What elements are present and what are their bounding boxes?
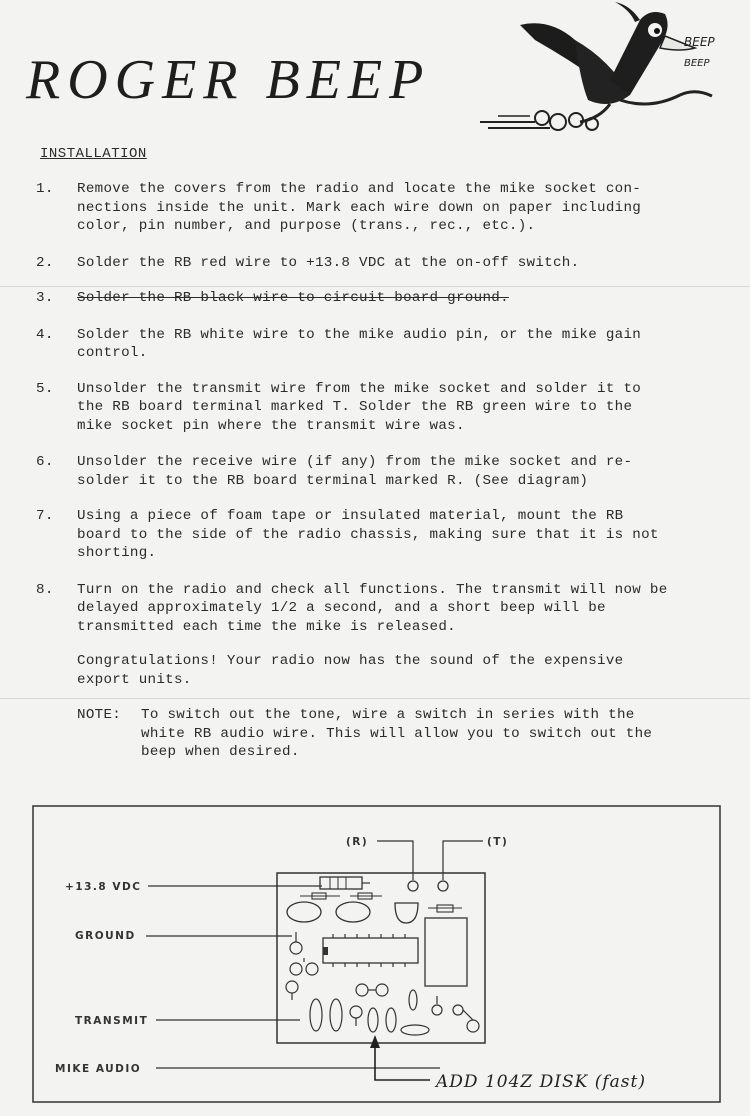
note-label: NOTE: bbox=[77, 707, 122, 723]
step-6 bbox=[36, 453, 676, 490]
congratulations-text: Congratulations! Your radio now has the sound of the expensive export units. bbox=[77, 653, 624, 688]
terminal-t bbox=[438, 881, 448, 891]
ic-chip bbox=[323, 938, 418, 963]
step-2 bbox=[36, 254, 676, 273]
terminal-r bbox=[408, 881, 418, 891]
terminal-t-label: (T) bbox=[487, 836, 509, 848]
step-text: Solder the RB black wire to circuit board ground. bbox=[77, 290, 509, 306]
step-number: 4. bbox=[36, 326, 54, 343]
note-block bbox=[77, 706, 677, 762]
step-number: 5. bbox=[36, 380, 54, 397]
beep-text-1: BEEP bbox=[684, 35, 715, 49]
step-number: 3. bbox=[36, 290, 54, 306]
handwritten-note: ADD 104Z DISK (fast) bbox=[436, 1072, 646, 1092]
step-number: 1. bbox=[36, 181, 54, 197]
step-3 bbox=[36, 289, 676, 308]
step-text: Turn on the radio and check all functions. The transmit will now be delayed approximately 1/2 a second, and a short beep will be transmitted each time the mike is released. bbox=[77, 581, 668, 635]
r-leader bbox=[377, 841, 413, 880]
note-text: To switch out the tone, wire a switch in series with the white RB audio wire. This will allow you to switch out the beep when desired. bbox=[141, 707, 653, 760]
roadrunner-logo bbox=[480, 0, 725, 140]
step-number: 7. bbox=[36, 508, 54, 524]
step-text: Solder the RB white wire to the mike audio pin, or the mike gain control. bbox=[77, 326, 642, 361]
installation-steps bbox=[36, 180, 676, 636]
ground-label: GROUND bbox=[75, 930, 136, 942]
mike-audio-label: MIKE AUDIO bbox=[55, 1063, 142, 1075]
diagram-frame bbox=[33, 806, 720, 1102]
step-text: Solder the RB red wire to +13.8 VDC at the on-off switch. bbox=[77, 254, 580, 271]
step-1 bbox=[36, 180, 676, 236]
step-number: 8. bbox=[36, 581, 54, 598]
step-text: Unsolder the receive wire (if any) from the mike socket and re-solder it to the RB board terminal marked R. (See diagram) bbox=[77, 454, 633, 489]
relay bbox=[425, 918, 467, 986]
step-4 bbox=[36, 326, 676, 363]
resistor bbox=[320, 877, 362, 889]
t-leader bbox=[443, 841, 483, 880]
document-title: ROGER BEEP bbox=[26, 49, 431, 111]
step-number: 6. bbox=[36, 454, 54, 470]
step-8 bbox=[36, 581, 676, 637]
vdc-label: +13.8 VDC bbox=[65, 881, 142, 893]
terminal-r-label: (R) bbox=[346, 836, 369, 848]
paper-fold-line bbox=[0, 698, 750, 699]
step-number: 2. bbox=[36, 254, 54, 271]
step-text: Remove the covers from the radio and locate the mike socket con-nections inside the unit. Mark each wire down on paper including color, pin number, and purpose (trans., rec., etc.). bbox=[77, 181, 642, 234]
step-5 bbox=[36, 380, 676, 436]
transmit-label: TRANSMIT bbox=[75, 1015, 149, 1027]
step-text: Unsolder the transmit wire from the mike socket and solder it to the RB board terminal marked T. Solder the RB green wire to the mike socket pin where the transmit wire was. bbox=[77, 380, 642, 434]
beep-text-2: BEEP bbox=[684, 58, 710, 69]
transistor bbox=[395, 903, 418, 923]
step-7 bbox=[36, 507, 676, 563]
circuit-board bbox=[277, 873, 485, 1043]
installation-heading: INSTALLATION bbox=[40, 146, 147, 162]
step-text: Using a piece of foam tape or insulated material, mount the RB board to the side of the radio chassis, making sure that it is not shorting. bbox=[77, 508, 659, 561]
